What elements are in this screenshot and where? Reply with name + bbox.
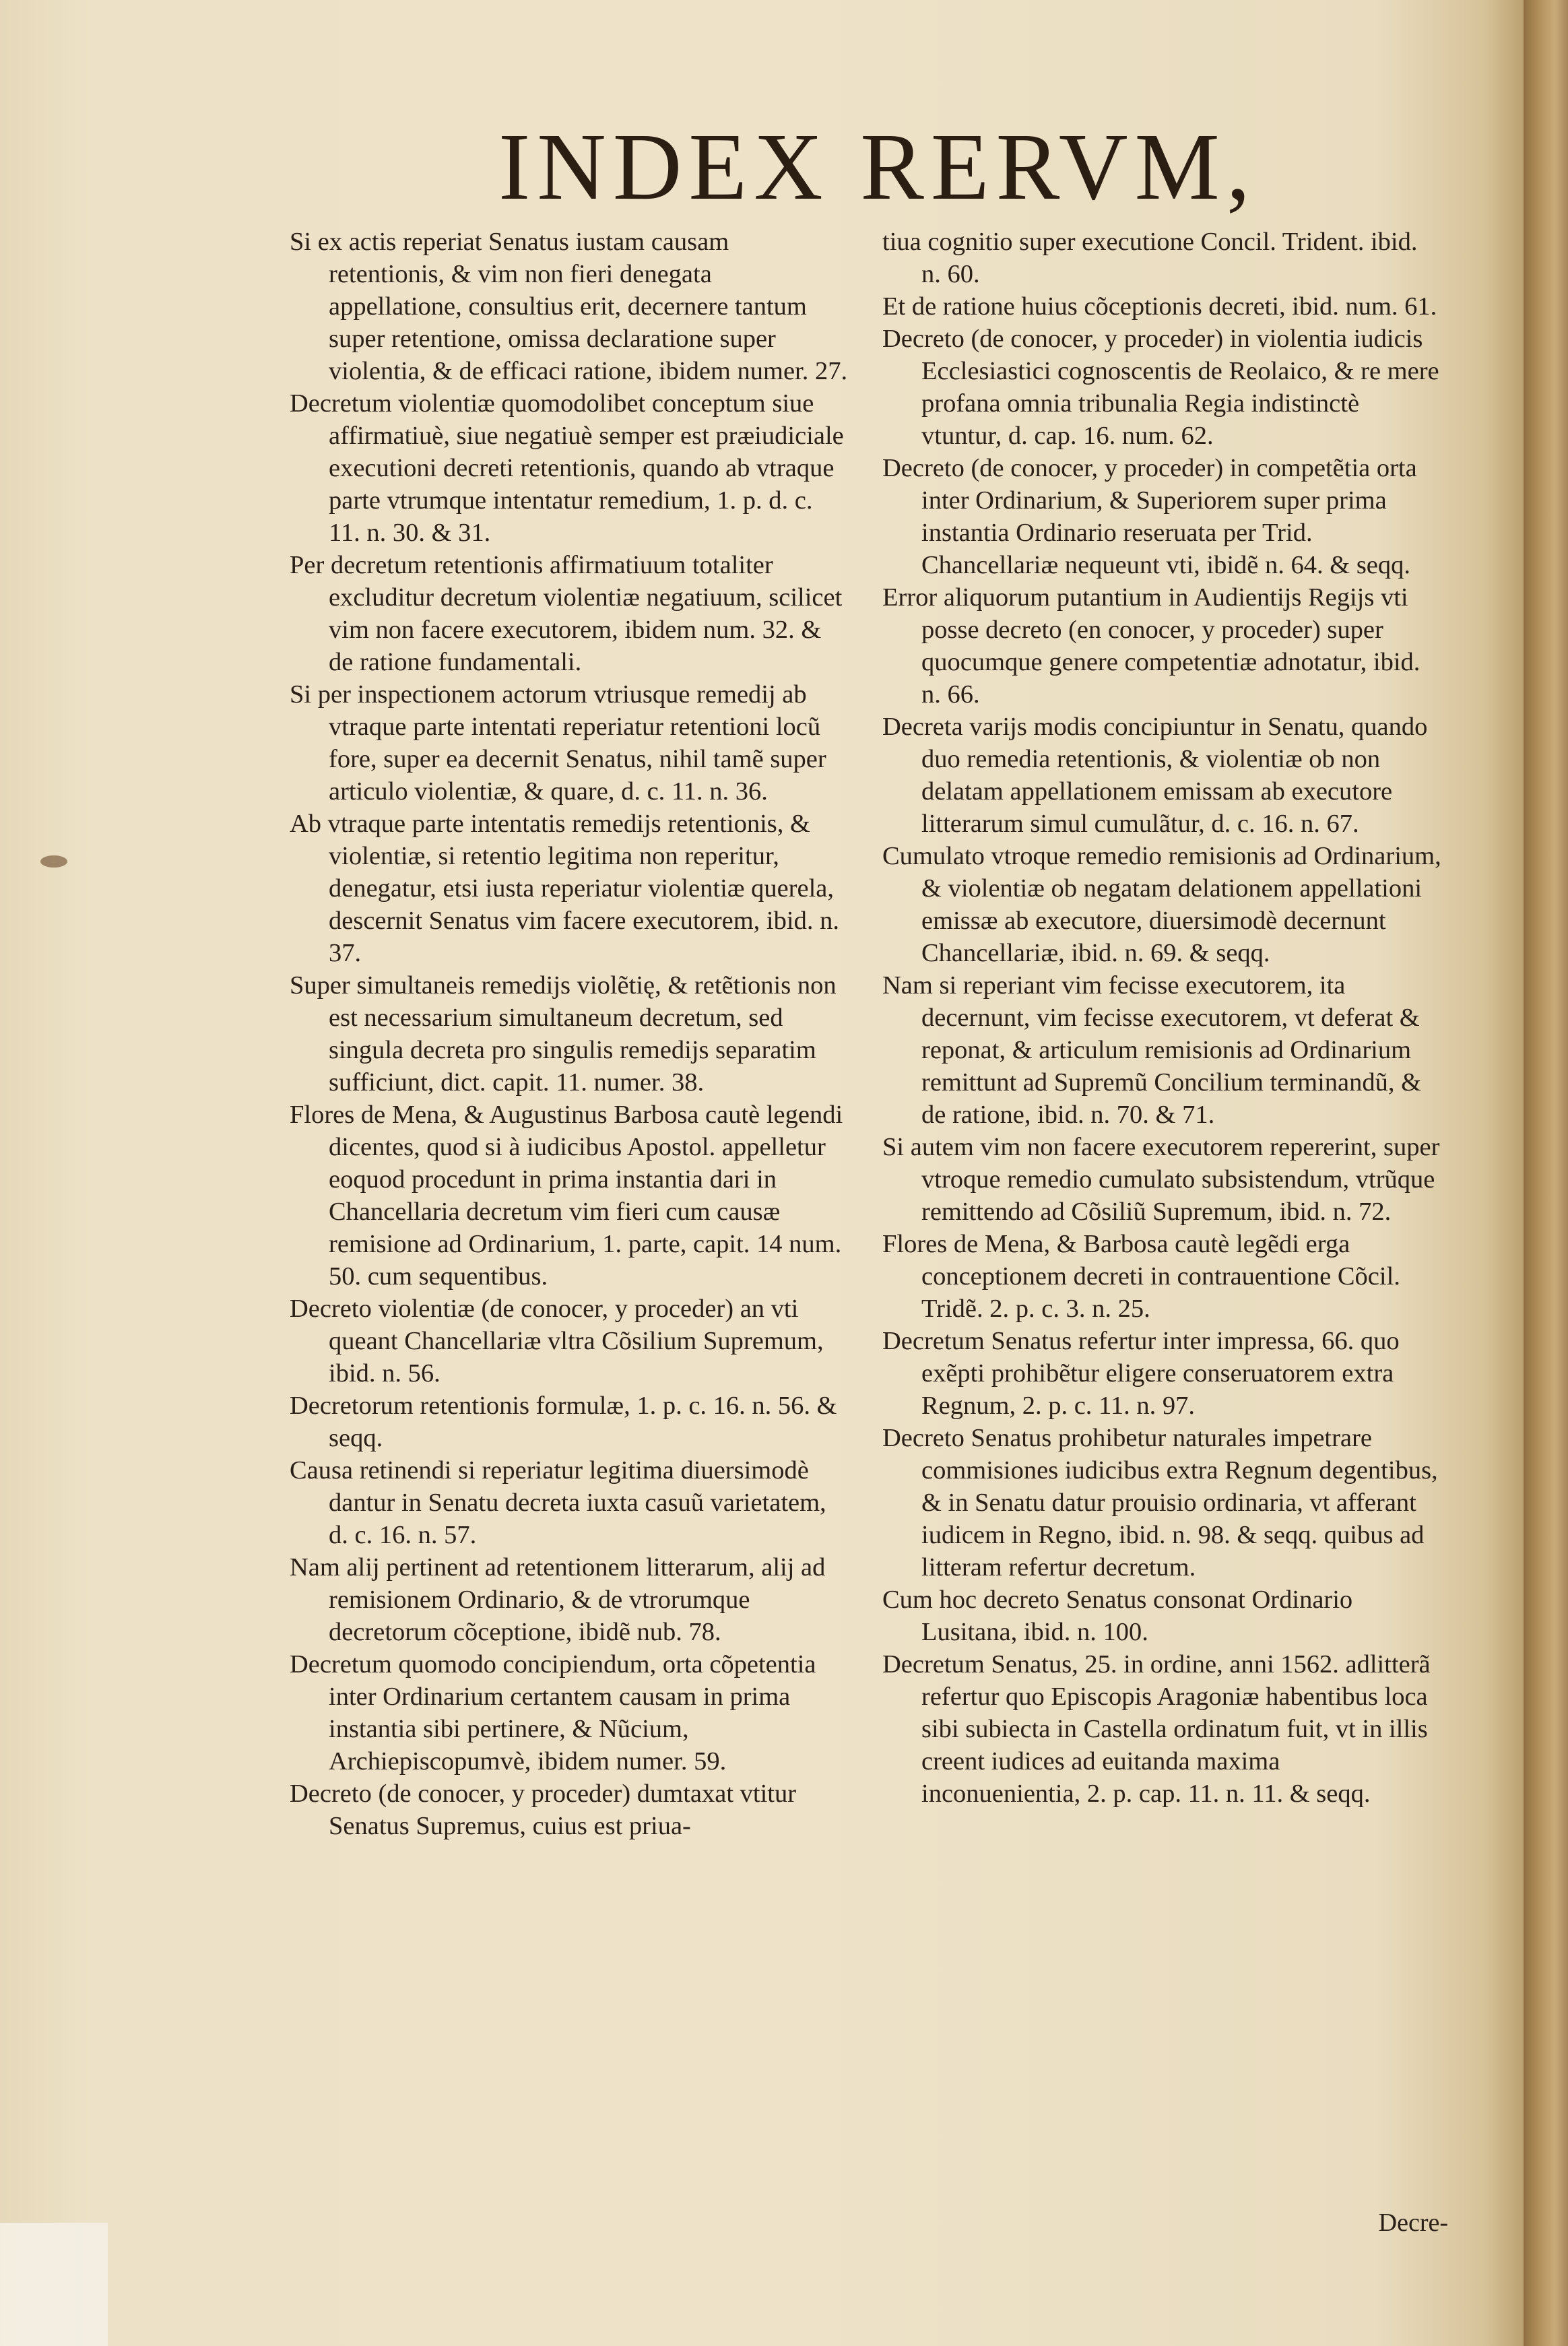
index-entry: Nam alij pertinent ad retentionem litterarum, alij ad remisionem Ordinario, & de vtrorumque decretorum cõceptione, ibidẽ nub. 78. [290, 1553, 826, 1646]
index-entry: Nam si reperiant vim fecisse executorem, ita decernunt, vim fecisse executorem, vt deferat & reponat, & articulum remisionis ad Ordinarium remittunt ad Supremũ Concilium terminandũ, & de ratione, ibid. n. 70. & 71. [882, 971, 1422, 1129]
index-entry: Decretum violentiæ quomodolibet conceptum siue affirmatiuè, siue negatiuè semper est præiudiciale executioni decreti retentionis, quando ab vtraque parte vtrumque intentatur remedium, 1. p. d. c. 11. n. 30. & 31. [290, 389, 844, 547]
index-entry: Error aliquorum putantium in Audientijs Regijs vti posse decreto (en conocer, y proceder) super quocumque genere competentiæ adnotatur, ibid. n. 66. [882, 583, 1420, 709]
catchword: Decre- [1378, 2209, 1448, 2237]
index-entry: Flores de Mena, & Augustinus Barbosa cautè legendi dicentes, quod si à iudicibus Apostol. appelletur eoquod procedunt in prima instantia dari in Chancellaria decretum vim fieri cum causæ remisione ad Ordinarium, 1. parte, capit. 14 num. 50. cum sequentibus. [290, 1101, 843, 1291]
right-index-column [882, 226, 1441, 1810]
index-entry: Flores de Mena, & Barbosa cautè legẽdi erga conceptionem decreti in contrauentione Cõcil. Tridẽ. 2. p. c. 3. n. 25. [882, 1230, 1400, 1323]
index-entry: Decretum Senatus refertur inter impressa, 66. quo exẽpti prohibẽtur eligere conseruatorem extra Regnum, 2. p. c. 11. n. 97. [882, 1327, 1400, 1420]
index-entry: Decreto Senatus prohibetur naturales impetrare commisiones iudicibus extra Regnum degentibus, & in Senatu datur prouisio ordinaria, vt afferant iudicem in Regno, ibid. n. 98. & seqq. quibus ad litteram refertur decretum. [882, 1424, 1438, 1582]
foxing-stain [40, 855, 67, 868]
index-entry: Ab vtraque parte intentatis remedijs retentionis, & violentiæ, si retentio legitima non reperitur, denegatur, etsi iusta reperiatur violentiæ querela, descernit Senatus vim facere executorem, ibid. n. 37. [290, 810, 839, 967]
index-entry: Decretum Senatus, 25. in ordine, anni 1562. adlitterã refertur quo Episcopis Aragoniæ habentibus loca sibi subiecta in Castella ordinatum fuit, vt in illis creent iudices ad euitanda maxima inconuenientia, 2. p. cap. 11. n. 11. & seqq. [882, 1650, 1431, 1808]
index-entry: Si autem vim non facere executorem repererint, super vtroque remedio cumulato subsistendum, vtrũque remittendo ad Cõsiliũ Supremum, ibid. n. 72. [882, 1133, 1440, 1226]
index-entry: Causa retinendi si reperiatur legitima diuersimodè dantur in Senatu decreta iuxta casuũ varietatem, d. c. 16. n. 57. [290, 1456, 826, 1549]
index-entry: Cum hoc decreto Senatus consonat Ordinario Lusitana, ibid. n. 100. [882, 1586, 1353, 1646]
index-entry: tiua cognitio super executione Concil. Trident. ibid. n. 60. [882, 228, 1418, 288]
foxing-stain [0, 2223, 108, 2346]
index-entry: Decreto (de conocer, y proceder) in violentia iudicis Ecclesiastici cognoscentis de Reolaico, & re mere profana omnia tribunalia Regia indistinctè vtuntur, d. cap. 16. num. 62. [882, 325, 1439, 450]
index-entry: Decreto violentiæ (de conocer, y proceder) an vti queant Chancellariæ vltra Cõsilium Supremum, ibid. n. 56. [290, 1295, 824, 1388]
left-index-column [290, 226, 849, 1842]
page-title: INDEX RERVM, [498, 113, 1257, 220]
index-entry: Decreta varijs modis concipiuntur in Senatu, quando duo remedia retentionis, & violentiæ ob non delatam appellationem emissam ab executore litterarum simul cumulãtur, d. c. 16. n. 67. [882, 713, 1428, 838]
index-entry: Per decretum retentionis affirmatiuum totaliter excluditur decretum violentiæ negatiuum, scilicet vim non facere executorem, ibidem num. 32. & de ratione fundamentali. [290, 551, 843, 676]
index-entry: Cumulato vtroque remedio remisionis ad Ordinarium, & violentiæ ob negatam delationem appellationi emissæ ab executore, diuersimodè decernunt Chancellariæ, ibid. n. 69. & seqq. [882, 842, 1441, 967]
index-entry: Super simultaneis remedijs violẽtię, & retẽtionis non est necessarium simultaneum decretum, sed singula decreta pro singulis remedijs separatim sufficiunt, dict. capit. 11. numer. 38. [290, 971, 837, 1097]
index-entry: Si per inspectionem actorum vtriusque remedij ab vtraque parte intentati reperiatur retentioni locũ fore, super ea decernit Senatus, nihil tamẽ super articulo violentiæ, & quare, d. c. 11. n. 36. [290, 680, 826, 806]
index-entry: Decretum quomodo concipiendum, orta cõpetentia inter Ordinarium certantem causam in prima instantia sibi pertinere, & Nũcium, Archiepiscopumvè, ibidem numer. 59. [290, 1650, 816, 1775]
index-entry: Et de ratione huius cõceptionis decreti, ibid. num. 61. [882, 292, 1437, 321]
index-entry: Decretorum retentionis formulæ, 1. p. c. 16. n. 56. & seqq. [290, 1392, 837, 1452]
index-entry: Si ex actis reperiat Senatus iustam causam retentionis, & vim non fieri denegata appellatione, consultius erit, decernere tantum super retentione, omissa declaratione super violentia, & de efficaci ratione, ibidem numer. 27. [290, 228, 848, 385]
index-entry: Decreto (de conocer, y proceder) dumtaxat vtitur Senatus Supremus, cuius est priua- [290, 1780, 797, 1840]
index-entry: Decreto (de conocer, y proceder) in competẽtia orta inter Ordinarium, & Superiorem super prima instantia Ordinario reseruata per Trid. Chancellariæ nequeunt vti, ibidẽ n. 64. & seqq. [882, 454, 1417, 579]
book-spine-edge [1524, 0, 1568, 2346]
